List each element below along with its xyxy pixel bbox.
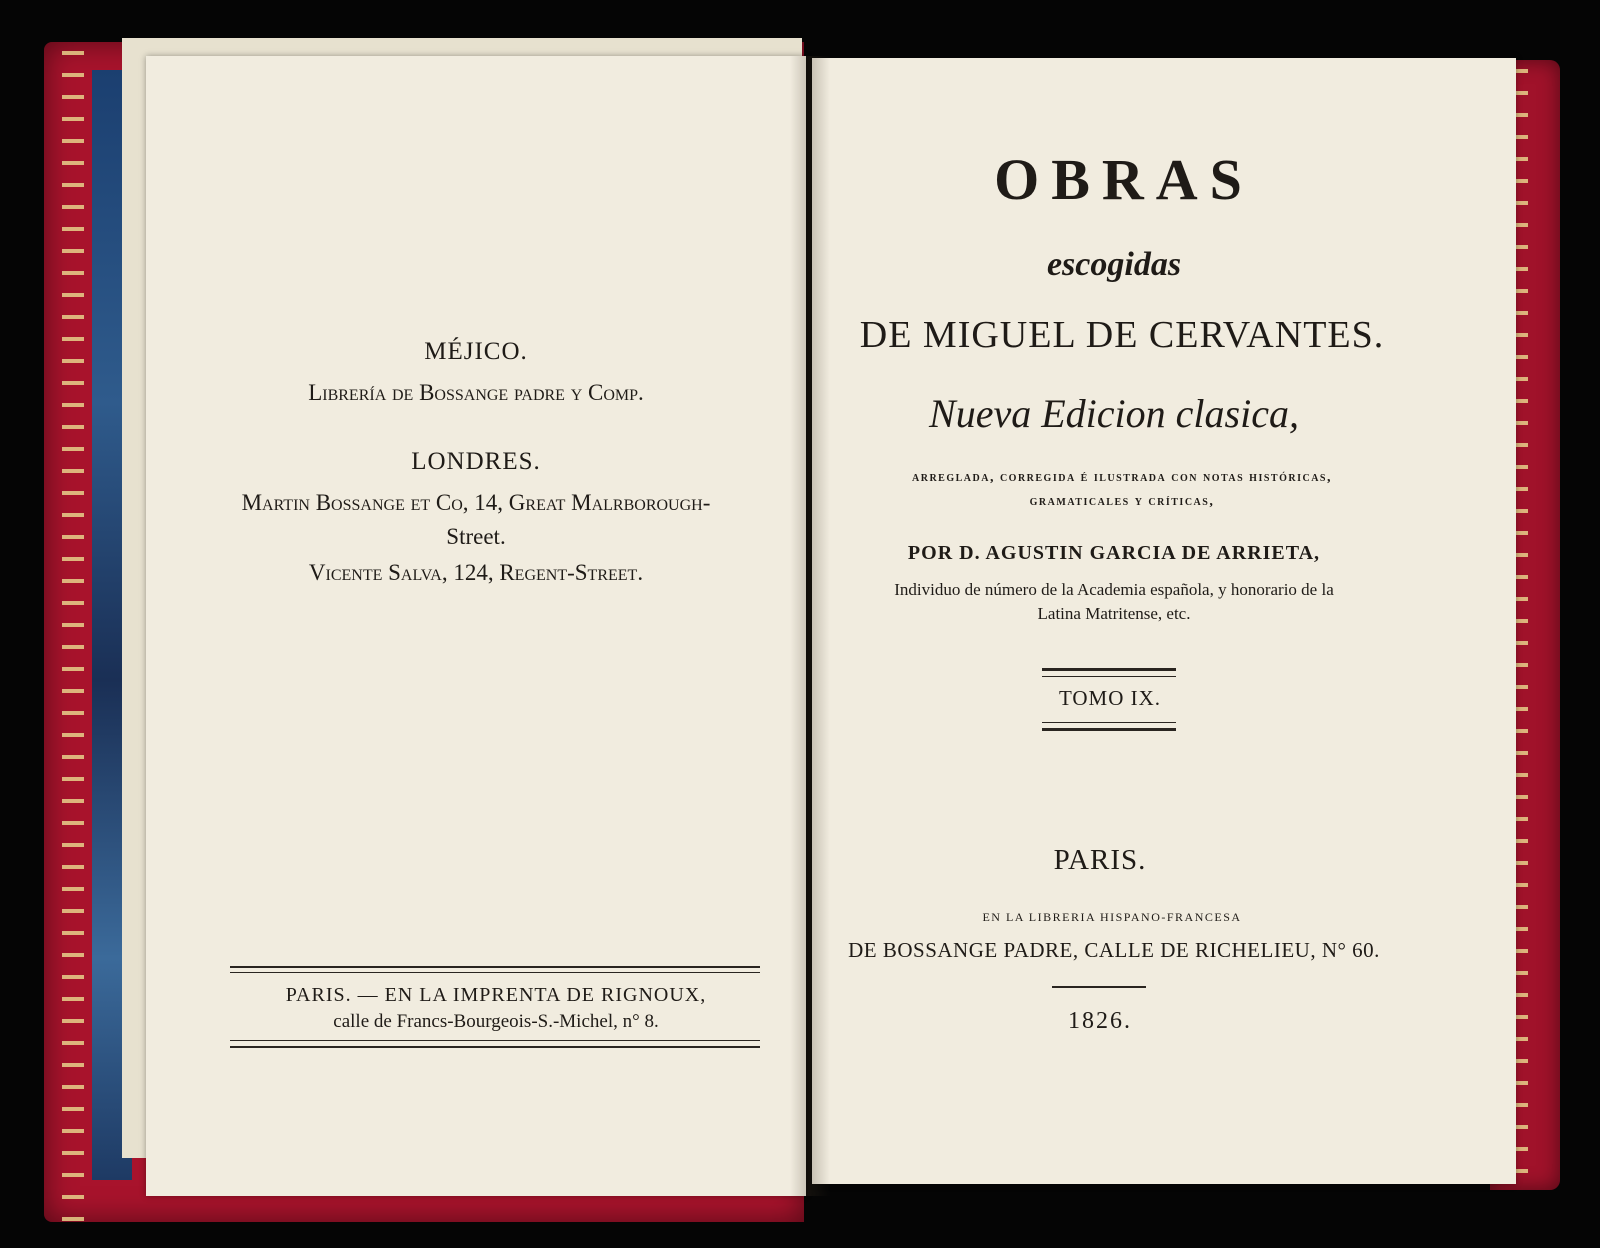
author: DE MIGUEL DE CERVANTES. bbox=[859, 314, 1385, 356]
editor: POR D. AGUSTIN GARCIA DE ARRIETA, bbox=[907, 542, 1321, 564]
city-londres: LONDRES. bbox=[411, 448, 541, 475]
subtitle: escogidas bbox=[1046, 246, 1182, 283]
volume-rule-top-thin bbox=[1042, 676, 1176, 677]
volume-rule-bottom-thin bbox=[1042, 722, 1176, 723]
bookshop: EN LA LIBRERIA HISPANO-FRANCESA bbox=[982, 910, 1242, 924]
book-gutter bbox=[790, 56, 830, 1196]
london-street: Street. bbox=[446, 524, 506, 549]
volume-rule-bottom bbox=[1042, 728, 1176, 731]
printer-imprint: PARIS. — EN LA IMPRENTA DE RIGNOUX, bbox=[285, 984, 707, 1006]
editor-credential-1: Individuo de número de la Academia española, y honorario de la bbox=[894, 580, 1334, 599]
city-mejico: MÉJICO. bbox=[424, 338, 528, 365]
london-bookseller: Martin Bossange et Co, 14, Great Malrborough- bbox=[241, 490, 711, 515]
right-page bbox=[812, 58, 1516, 1184]
imprint-rule-bottom-thin bbox=[230, 1040, 760, 1041]
publication-year: 1826. bbox=[1068, 1008, 1132, 1034]
imprint-city: PARIS. bbox=[1053, 844, 1147, 876]
editor-credential-2: Latina Matritense, etc. bbox=[1037, 604, 1191, 623]
edition: Nueva Edicion clasica, bbox=[929, 391, 1299, 436]
volume-number: TOMO IX. bbox=[1058, 686, 1162, 710]
volume-rule-top bbox=[1042, 668, 1176, 671]
printer-address: calle de Francs-Bourgeois-S.-Michel, n° 8. bbox=[333, 1011, 659, 1032]
title: OBRAS bbox=[994, 147, 1254, 212]
imprint-rule-top bbox=[230, 966, 760, 968]
left-page bbox=[146, 56, 806, 1196]
description-line-1: arreglada, corregida é ilustrada con notas históricas, bbox=[912, 470, 1332, 485]
gilt-border-left bbox=[62, 42, 84, 1222]
london-bookseller-2: Vicente Salva, 124, Regent-Street. bbox=[308, 560, 644, 585]
imprint-rule-bottom bbox=[230, 1046, 760, 1048]
year-rule bbox=[1052, 986, 1146, 988]
imprint-rule-top-thin bbox=[230, 972, 760, 973]
publisher: DE BOSSANGE PADRE, CALLE DE RICHELIEU, N° 60. bbox=[848, 938, 1380, 962]
description-line-2: gramaticales y críticas, bbox=[1029, 494, 1215, 509]
mejico-bookseller: Librería de Bossange padre y Comp. bbox=[308, 380, 644, 405]
